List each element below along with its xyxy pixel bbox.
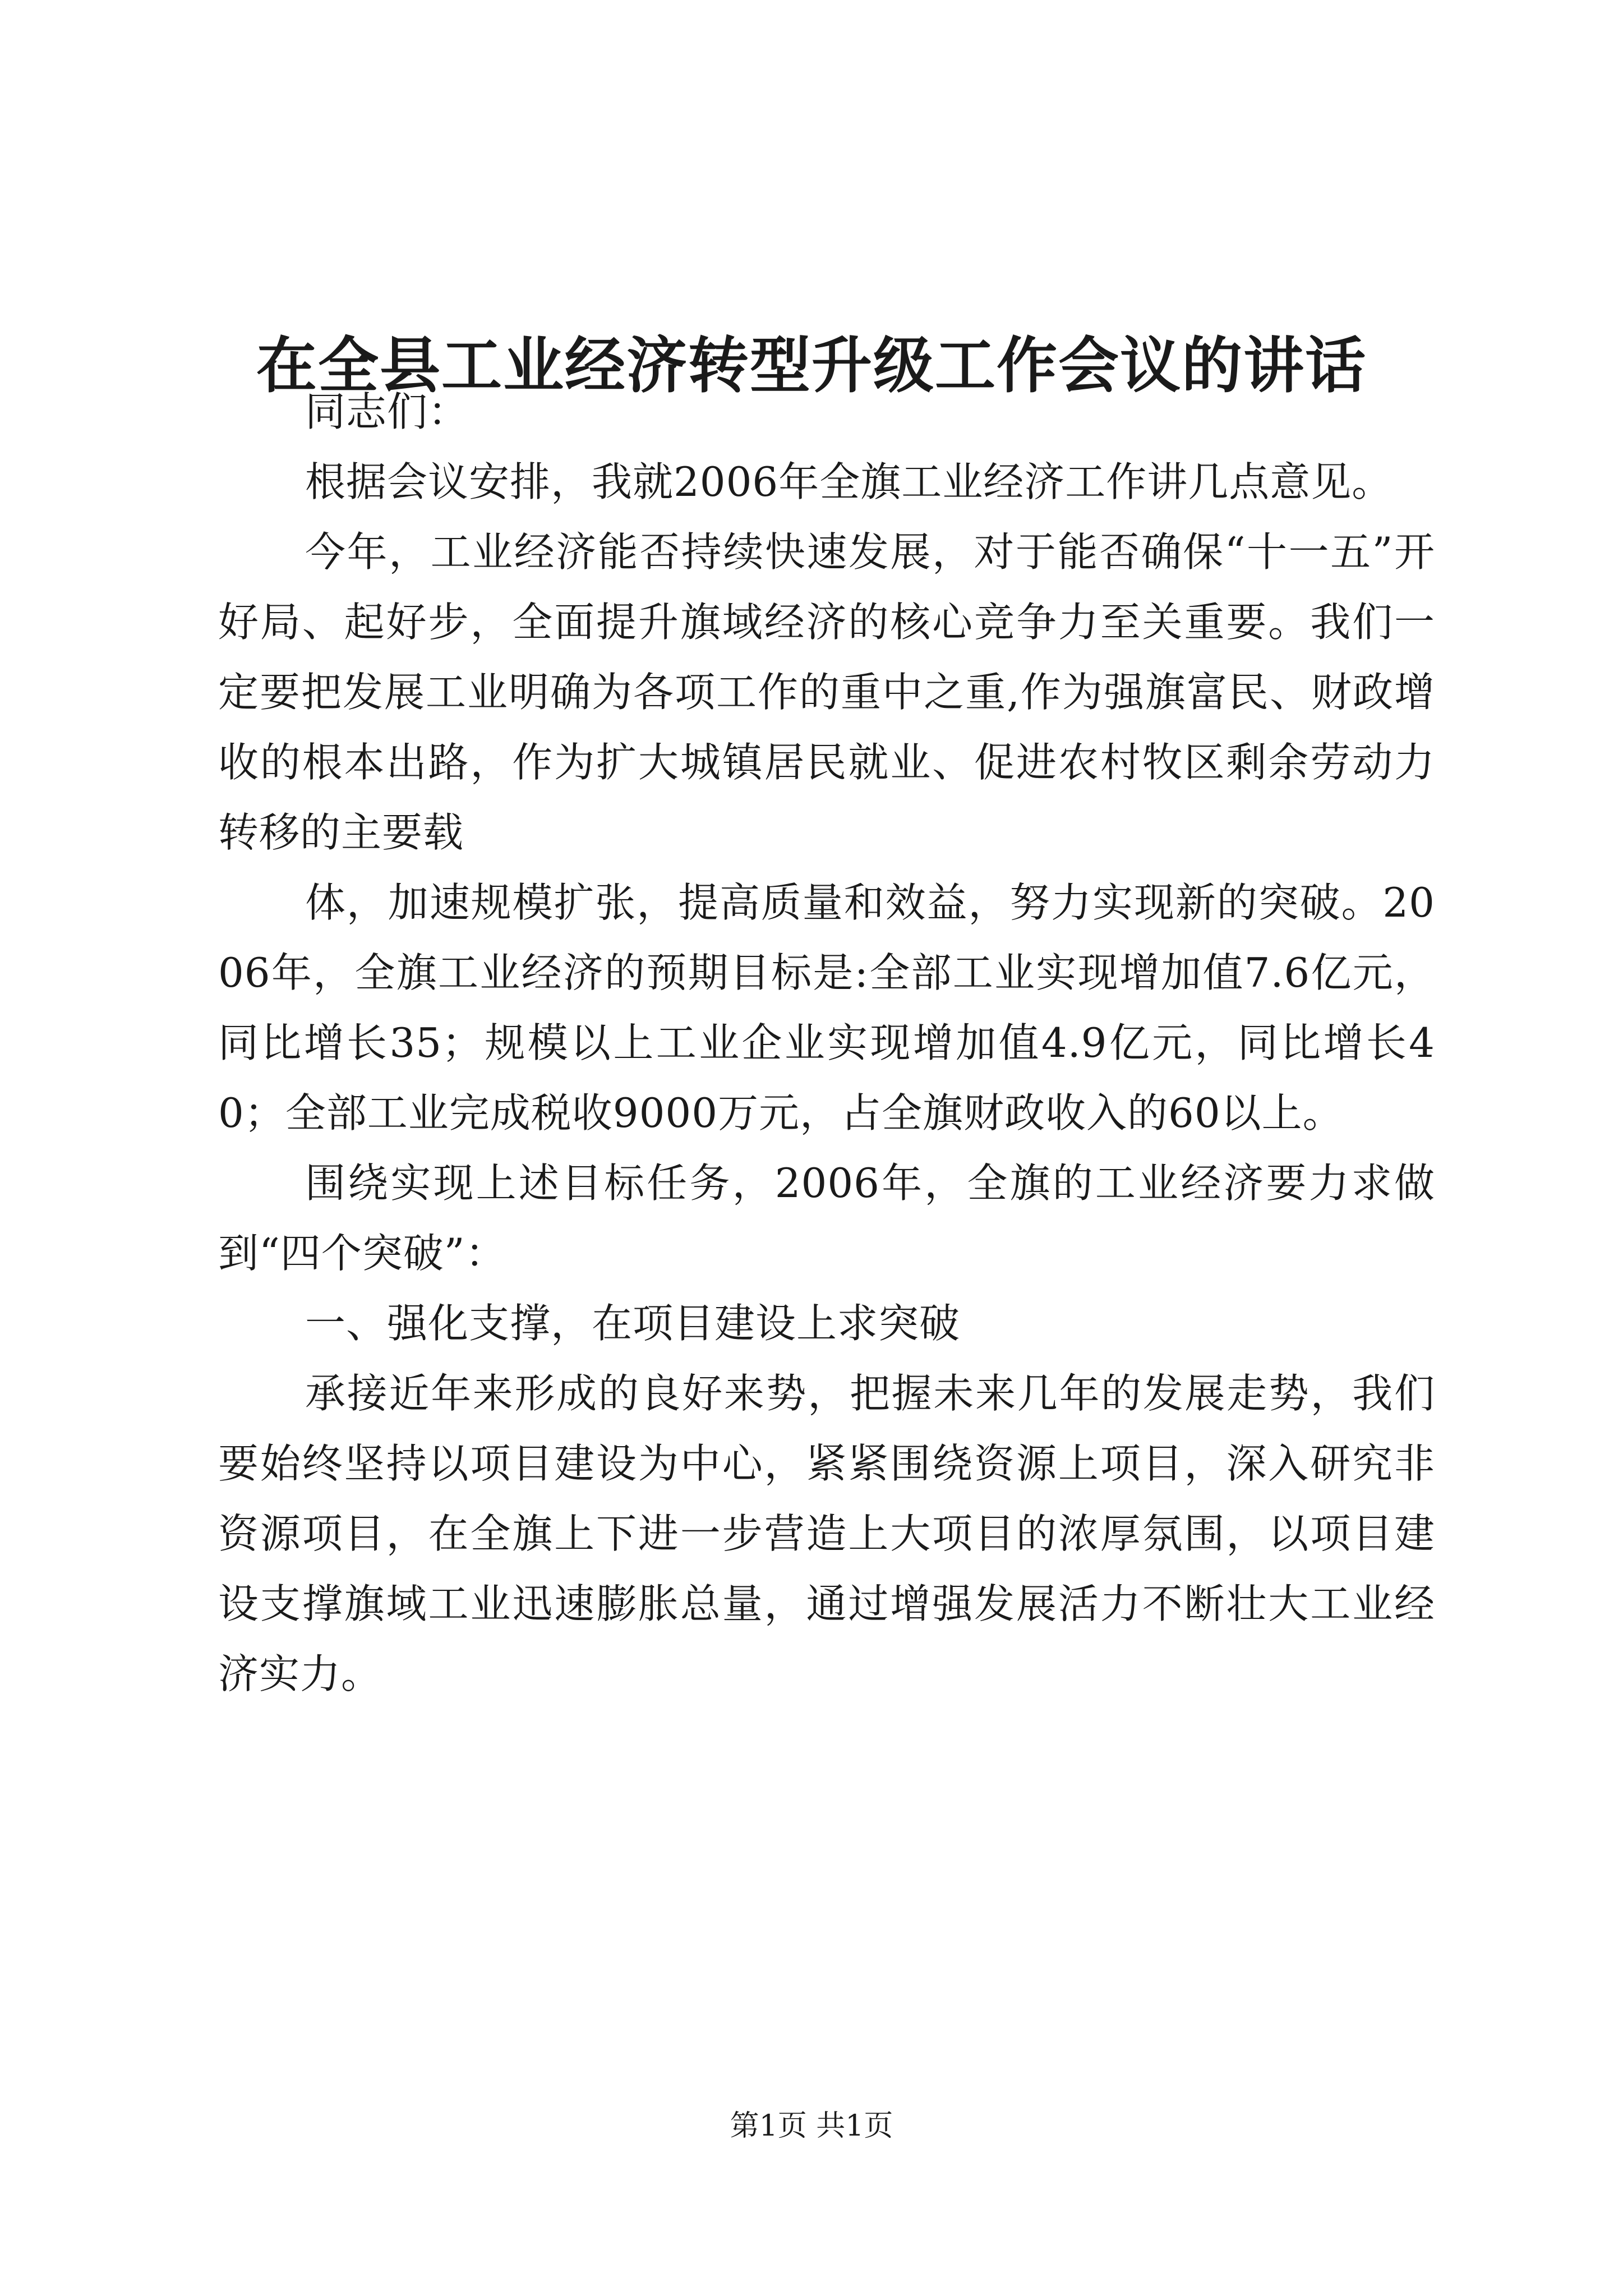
section-heading: 一、强化支撑，在项目建设上求突破 xyxy=(305,1300,961,1347)
paragraph: 根据会议安排，我就2006年全旗工业经济工作讲几点意见。 xyxy=(305,458,1393,505)
paragraph: 围绕实现上述目标任务，2006年，全旗的工业经济要力求做到“四个突破”： xyxy=(218,1159,1435,1277)
paragraph-salutation: 同志们： xyxy=(305,388,469,435)
paragraph: 今年，工业经济能否持续快速发展，对于能否确保“十一五”开好局、起好步，全面提升旗域经济的核心竞争力至关重要。我们一定要把发展工业明确为各项工作的重中之重,作为强旗富民、财政增收的根本出路，作为扩大城镇居民就业、促进农村牧区剩余劳动力转移的主要载 xyxy=(218,528,1435,856)
page-number-footer: 第1页 共1页 xyxy=(730,2109,893,2143)
document-title: 在全县工业经济转型升级工作会议的讲话 xyxy=(256,330,1367,402)
paragraph: 承接近年来形成的良好来势，把握未来几年的发展走势，我们要始终坚持以项目建设为中心，紧紧围绕资源上项目，深入研究非资源项目，在全旗上下进一步营造上大项目的浓厚氛围，以项目建设支撑旗域工业迅速膨胀总量，通过增强发展活力不断壮大工业经济实力。 xyxy=(218,1370,1435,1697)
paragraph: 体，加速规模扩张，提高质量和效益，努力实现新的突破。2006年，全旗工业经济的预期目标是:全部工业实现增加值7.6亿元，同比增长35；规模以上工业企业实现增加值4.9亿元，同比增长40；全部工业完成税收9000万元，占全旗财政收入的60以上。 xyxy=(218,879,1435,1137)
document-body xyxy=(218,377,1435,1709)
